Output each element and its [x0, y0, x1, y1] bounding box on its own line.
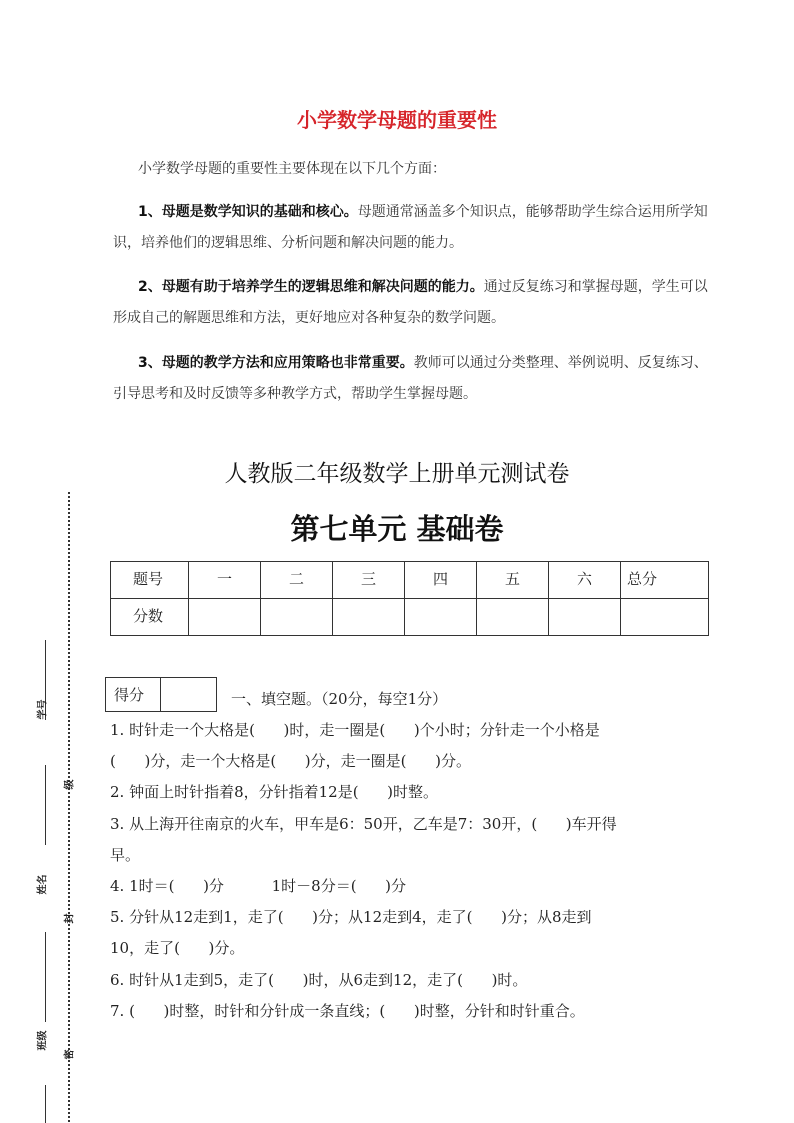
score-cell[interactable] — [549, 599, 621, 636]
exam-subtitle: 第七单元 基础卷 — [290, 512, 504, 546]
student-id-label: 学号 — [37, 699, 49, 720]
score-cell[interactable] — [261, 599, 333, 636]
score-table — [110, 561, 709, 636]
point-1-line1: 母题通常涵盖多个知识点，能够帮助学生综合运用所学知 — [357, 204, 708, 220]
score-cell[interactable] — [405, 599, 477, 636]
score-box-divider — [160, 678, 161, 711]
name-label: 姓名 — [37, 874, 49, 895]
point-1-line2: 识，培养他们的逻辑思维、分析问题和解决问题的能力。 — [113, 235, 463, 251]
class-mark: 级 — [64, 779, 76, 790]
header-cell: 二 — [261, 562, 333, 599]
header-cell: 题号 — [111, 562, 189, 599]
header-cell: 总分 — [621, 562, 709, 599]
question-line: 1. 时针走一个大格是( )时，走一圈是( )个小时；分针走一个小格是 — [110, 721, 600, 739]
score-cell[interactable] — [189, 599, 261, 636]
score-cell[interactable] — [621, 599, 709, 636]
score-row-label: 分数 — [111, 599, 189, 636]
question-line: 2. 钟面上时针指着8，分针指着12是( )时整。 — [110, 783, 439, 801]
point-3-line1: 教师可以通过分类整理、举例说明、反复练习、 — [413, 355, 708, 371]
point-3-bold: 3、母题的教学方法和应用策略也非常重要。 — [138, 355, 414, 371]
point-1-bold: 1、母题是数学知识的基础和核心。 — [138, 204, 358, 220]
bottom-line — [45, 1085, 46, 1123]
question-line: 7. ( )时整，时针和分针成一条直线；( )时整，分针和时针重合。 — [110, 1002, 585, 1020]
article-intro: 小学数学母题的重要性主要体现在以下几个方面： — [138, 161, 446, 177]
point-3-line2: 引导思考和及时反馈等多种教学方式，帮助学生掌握母题。 — [113, 386, 477, 402]
exam-title: 人教版二年级数学上册单元测试卷 — [224, 461, 570, 487]
question-line: 6. 时针从1走到5，走了( )时，从6走到12，走了( )时。 — [110, 971, 528, 989]
name-line — [45, 765, 46, 845]
question-line: 3. 从上海开往南京的火车，甲车是6：50开，乙车是7：30开，( )车开得 — [110, 815, 617, 833]
question-line: ( )分，走一个大格是( )分，走一圈是( )分。 — [110, 752, 471, 770]
class-line — [45, 932, 46, 1022]
score-cell[interactable] — [477, 599, 549, 636]
score-table-score-row — [111, 599, 709, 636]
header-cell: 六 — [549, 562, 621, 599]
header-cell: 三 — [333, 562, 405, 599]
point-2 — [113, 272, 713, 334]
question-line: 早。 — [110, 846, 141, 864]
sealed-mark: 密 — [64, 1049, 76, 1060]
header-cell: 五 — [477, 562, 549, 599]
section-1-heading: 一、填空题。（20分，每空1分） — [231, 690, 448, 708]
question-line: 5. 分针从12走到1，走了( )分；从12走到4，走了( )分；从8走到 — [110, 908, 592, 926]
header-cell: 四 — [405, 562, 477, 599]
binding-dotted-line — [68, 492, 70, 1122]
question-line: 4. 1时＝( )分 1时－8分＝( )分 — [110, 877, 407, 895]
score-table-header-row — [111, 562, 709, 599]
point-2-bold: 2、母题有助于培养学生的逻辑思维和解决问题的能力。 — [138, 279, 484, 295]
point-1 — [113, 197, 713, 259]
score-box — [105, 677, 217, 712]
point-3 — [113, 348, 713, 410]
score-box-label: 得分 — [114, 686, 145, 704]
seal-mark: 封 — [64, 913, 76, 924]
point-2-line2: 形成自己的解题思维和方法，更好地应对各种复杂的数学问题。 — [113, 310, 505, 326]
article-title: 小学数学母题的重要性 — [297, 108, 497, 132]
point-2-line1: 通过反复练习和掌握母题，学生可以 — [483, 279, 708, 295]
score-cell[interactable] — [333, 599, 405, 636]
class-label: 班级 — [37, 1030, 49, 1051]
question-line: 10，走了( )分。 — [110, 939, 245, 957]
header-cell: 一 — [189, 562, 261, 599]
